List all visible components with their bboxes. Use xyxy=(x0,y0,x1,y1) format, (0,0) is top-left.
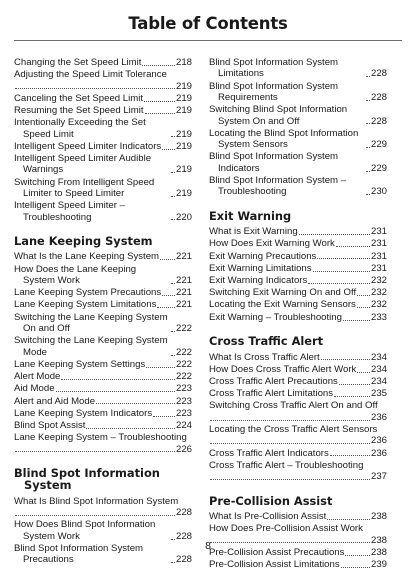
toc-entry-title: What Is Pre-Collision Assist xyxy=(209,510,327,522)
toc-entry-page: 221 xyxy=(175,251,192,263)
toc-entry[interactable] xyxy=(14,383,192,394)
leader-dots xyxy=(210,420,370,421)
toc-entry-page: 232 xyxy=(370,299,387,311)
leader-dots xyxy=(317,258,370,259)
toc-entry-page: 222 xyxy=(175,371,192,383)
toc-entry[interactable] xyxy=(209,81,387,104)
toc-entry[interactable] xyxy=(209,57,387,80)
toc-entry[interactable] xyxy=(209,400,387,423)
toc-entry-title: Locating the Exit Warning Sensors xyxy=(209,299,356,311)
toc-entry[interactable] xyxy=(209,287,387,298)
leader-dots xyxy=(171,355,175,356)
toc-entry-title: Blind Spot Information System Precautions xyxy=(14,542,144,566)
leader-dots xyxy=(336,246,370,247)
page-title: Table of Contents xyxy=(128,14,288,33)
toc-entry-title: Aid Mode xyxy=(14,383,55,395)
toc-entry-title: Intentionally Exceeding the Set Speed Limit xyxy=(14,117,146,140)
toc-entry-page: 235 xyxy=(370,388,387,400)
toc-entry-page: 221 xyxy=(175,275,192,287)
toc-entry-page: 219 xyxy=(175,92,192,104)
leader-dots xyxy=(171,172,175,173)
toc-entry-title: Lane Keeping System Limitations xyxy=(14,299,157,311)
leader-dots xyxy=(345,555,370,556)
toc-entry-page: 231 xyxy=(370,238,387,250)
leader-dots xyxy=(321,359,370,360)
title-divider xyxy=(14,40,402,41)
toc-entry-page: 231 xyxy=(370,262,387,274)
leader-dots xyxy=(308,283,370,284)
section-heading xyxy=(209,210,387,222)
toc-entry-page: 223 xyxy=(175,395,192,407)
leader-line xyxy=(14,81,192,92)
toc-entry[interactable] xyxy=(14,335,192,358)
leader-dots xyxy=(157,307,175,308)
toc-entry-page: 219 xyxy=(175,140,192,152)
toc-entry-title: Cross Traffic Alert Indicators xyxy=(209,447,329,459)
leader-dots xyxy=(210,443,370,444)
toc-entry-page: 234 xyxy=(370,375,387,387)
toc-entry-title: Adjusting the Speed Limit Tolerance xyxy=(14,69,167,81)
leader-dots xyxy=(313,271,370,272)
toc-entry-page: 236 xyxy=(370,411,387,423)
leader-dots xyxy=(146,367,175,368)
toc-entry-page: 219 xyxy=(175,164,192,176)
toc-entry[interactable] xyxy=(14,287,192,298)
toc-entry-page: 236 xyxy=(370,435,387,447)
toc-entry-page: 228 xyxy=(175,554,192,566)
leader-dots xyxy=(366,100,370,101)
toc-entry-page: 228 xyxy=(175,507,192,519)
leader-dots xyxy=(142,65,175,66)
toc-entry-page: 228 xyxy=(370,68,387,80)
section-heading-text: Cross Traffic Alert xyxy=(209,334,324,349)
toc-entry-title: How Does Blind Spot Information System Work xyxy=(14,519,156,542)
toc-entry-title: Blind Spot Information System Requirements xyxy=(209,80,339,104)
toc-entry-page: 236 xyxy=(370,447,387,459)
toc-entry-title: Changing the Set Speed Limit xyxy=(14,57,142,68)
toc-entry-page: 221 xyxy=(175,299,192,311)
toc-entry-page: 220 xyxy=(175,211,192,223)
toc-entry[interactable] xyxy=(14,312,192,335)
toc-entry-title: Intelligent Speed Limiter Audible Warnings xyxy=(14,153,152,176)
toc-entry[interactable] xyxy=(209,238,387,249)
page-number: 8 xyxy=(205,540,211,552)
toc-entry-page: 223 xyxy=(175,383,192,395)
toc-entry-page: 226 xyxy=(175,443,192,455)
leader-dots xyxy=(357,307,370,308)
toc-entry[interactable] xyxy=(14,371,192,382)
leader-line xyxy=(209,471,387,482)
toc-entry-page: 222 xyxy=(175,346,192,358)
toc-entry-title: Switching Blind Spot Information System On and Off xyxy=(209,104,348,127)
leader-dots xyxy=(171,219,175,220)
toc-entry-page: 234 xyxy=(370,351,387,363)
toc-entry-title: Locating the Cross Traffic Alert Sensors xyxy=(209,423,378,435)
toc-entry-title: Resuming the Set Speed Limit xyxy=(14,105,144,117)
toc-entry-page: 238 xyxy=(370,534,387,546)
section-heading-text: Blind Spot Information xyxy=(14,465,160,480)
toc-entry-title: Blind Spot Information System Limitations xyxy=(209,57,339,80)
toc-entry-title: Cross Traffic Alert – Troubleshooting xyxy=(209,459,364,471)
toc-entry[interactable] xyxy=(14,153,192,176)
toc-entry-page: 229 xyxy=(370,139,387,151)
section-heading xyxy=(209,495,387,507)
toc-entry-title: Exit Warning Limitations xyxy=(209,262,312,274)
toc-entry[interactable] xyxy=(14,57,192,68)
leader-line xyxy=(14,507,192,518)
leader-dots xyxy=(299,234,370,235)
leader-dots xyxy=(160,259,175,260)
toc-entry-page: 239 xyxy=(370,558,387,570)
toc-entry[interactable] xyxy=(209,364,387,375)
toc-entry-page: 231 xyxy=(370,250,387,262)
toc-entry-page: 224 xyxy=(175,419,192,431)
section-heading-text: Pre-Collision Assist xyxy=(209,493,333,508)
toc-entry-title: How Does Pre-Collision Assist Work xyxy=(209,523,363,535)
section-heading-text: Exit Warning xyxy=(209,208,292,223)
toc-entry[interactable] xyxy=(14,359,192,370)
leader-dots xyxy=(162,295,175,296)
toc-entry-title: Exit Warning – Troubleshooting xyxy=(209,311,342,323)
toc-entry-page: 221 xyxy=(175,287,192,299)
leader-dots xyxy=(61,379,175,380)
toc-entry[interactable] xyxy=(209,104,387,127)
toc-entry-title: What Is Cross Traffic Alert xyxy=(209,351,320,363)
toc-entry-page: 219 xyxy=(175,188,192,200)
leader-dots xyxy=(339,384,370,385)
toc-entry[interactable] xyxy=(209,226,387,237)
section-heading-text: Lane Keeping System xyxy=(14,234,153,249)
leader-dots xyxy=(366,123,370,124)
toc-entry-title: Switching From Intelligent Speed Limiter to Speed Limiter xyxy=(14,176,155,200)
toc-entry-title: Intelligent Speed Limiter Indicators xyxy=(14,140,162,152)
toc-entry-title: Exit Warning Precautions xyxy=(209,250,317,262)
toc-entry-title: What is Exit Warning xyxy=(209,226,298,238)
section-heading-text: System xyxy=(24,478,72,493)
leader-dots xyxy=(15,451,175,452)
toc-entry[interactable] xyxy=(209,448,387,459)
toc-entry[interactable] xyxy=(14,69,192,92)
toc-entry-title: Lane Keeping System – Troubleshooting xyxy=(14,432,187,444)
leader-dots xyxy=(162,149,175,150)
toc-entry-title: Switching the Lane Keeping System Mode xyxy=(14,335,168,358)
toc-entry[interactable] xyxy=(209,312,387,323)
leader-dots xyxy=(357,372,370,373)
toc-entry-title: Locating the Blind Spot Information System Sensors xyxy=(209,127,359,151)
toc-entry-title: Switching Cross Traffic Alert On and Off xyxy=(209,400,378,412)
leader-dots xyxy=(15,88,175,89)
toc-entry[interactable] xyxy=(209,275,387,286)
toc-entry-title: Pre-Collision Assist Precautions xyxy=(209,546,345,558)
toc-entry[interactable] xyxy=(14,299,192,310)
toc-entry-title: What Is the Lane Keeping System xyxy=(14,251,160,263)
leader-dots xyxy=(334,396,370,397)
toc-entry-title: Lane Keeping System Settings xyxy=(14,358,146,370)
leader-dots xyxy=(341,567,370,568)
toc-entry-title: Alert Mode xyxy=(14,371,61,383)
leader-dots xyxy=(171,196,175,197)
leader-dots xyxy=(366,76,370,77)
toc-column-right xyxy=(209,57,387,571)
toc-entry[interactable] xyxy=(209,460,387,483)
toc-entry-page: 232 xyxy=(370,275,387,287)
leader-dots xyxy=(56,391,175,392)
toc-entry-title: What Is Blind Spot Information System xyxy=(14,495,179,507)
toc-entry[interactable] xyxy=(209,251,387,262)
toc-entry-title: Canceling the Set Speed Limit xyxy=(14,92,144,104)
leader-dots xyxy=(15,515,175,516)
toc-entry[interactable] xyxy=(209,388,387,399)
toc-entry-page: 228 xyxy=(370,115,387,127)
toc-entry[interactable] xyxy=(209,376,387,387)
toc-entry[interactable] xyxy=(14,200,192,223)
toc-entry-title: Blind Spot Information System – Troubleshooting xyxy=(209,175,347,198)
leader-dots xyxy=(86,428,175,429)
toc-entry[interactable] xyxy=(209,263,387,274)
toc-entry[interactable] xyxy=(14,432,192,455)
toc-entry-page: 234 xyxy=(370,363,387,375)
leader-dots xyxy=(366,194,370,195)
toc-entry[interactable] xyxy=(14,264,192,287)
leader-dots xyxy=(171,562,175,563)
toc-column-left xyxy=(14,57,192,567)
toc-entry-page: 219 xyxy=(175,80,192,92)
toc-entry-title: How Does Cross Traffic Alert Work xyxy=(209,363,357,375)
toc-entry-page: 229 xyxy=(370,162,387,174)
toc-entry[interactable] xyxy=(209,511,387,522)
toc-entry-title: Cross Traffic Alert Precautions xyxy=(209,375,338,387)
toc-entry-title: Switching Exit Warning On and Off xyxy=(209,287,357,299)
toc-entry-page: 238 xyxy=(370,510,387,522)
toc-entry-page: 222 xyxy=(175,358,192,370)
toc-entry[interactable] xyxy=(209,175,387,198)
toc-entry-page: 218 xyxy=(175,57,192,68)
toc-entry[interactable] xyxy=(14,251,192,262)
leader-dots xyxy=(171,136,175,137)
leader-line xyxy=(209,435,387,446)
toc-entry-page: 232 xyxy=(370,287,387,299)
toc-entry-title: Blind Spot Assist xyxy=(14,419,86,431)
toc-entry-title: Exit Warning Indicators xyxy=(209,275,308,287)
toc-entry[interactable] xyxy=(209,424,387,447)
toc-entry-title: Pre-Collision Assist Limitations xyxy=(209,558,340,570)
section-heading xyxy=(14,235,192,247)
leader-dots xyxy=(96,403,175,404)
toc-entry-title: How Does the Lane Keeping System Work xyxy=(14,263,137,287)
leader-dots xyxy=(327,519,370,520)
toc-entry[interactable] xyxy=(14,420,192,431)
toc-entry[interactable] xyxy=(209,299,387,310)
section-heading xyxy=(14,467,192,492)
leader-dots xyxy=(144,101,175,102)
toc-entry-page: 233 xyxy=(370,311,387,323)
leader-dots xyxy=(357,295,370,296)
leader-dots xyxy=(145,113,175,114)
leader-dots xyxy=(210,479,370,480)
toc-entry-page: 237 xyxy=(370,471,387,483)
toc-entry-page: 222 xyxy=(175,323,192,335)
toc-entry[interactable] xyxy=(14,141,192,152)
toc-entry[interactable] xyxy=(14,408,192,419)
toc-entry-page: 238 xyxy=(370,546,387,558)
leader-dots xyxy=(330,455,370,456)
toc-entry[interactable] xyxy=(209,151,387,174)
toc-entry-title: Lane Keeping System Indicators xyxy=(14,407,153,419)
leader-line xyxy=(14,444,192,455)
leader-line xyxy=(209,412,387,423)
toc-entry[interactable] xyxy=(209,352,387,363)
leader-dots xyxy=(343,320,370,321)
toc-entry-page: 228 xyxy=(175,530,192,542)
leader-dots xyxy=(171,283,175,284)
leader-dots xyxy=(366,147,370,148)
toc-entry[interactable] xyxy=(14,117,192,140)
toc-entry[interactable] xyxy=(209,559,387,570)
toc-entry-page: 223 xyxy=(175,407,192,419)
toc-entry-page: 228 xyxy=(370,92,387,104)
toc-entry[interactable] xyxy=(14,105,192,116)
toc-entry-title: How Does Exit Warning Work xyxy=(209,238,335,250)
toc-entry-title: Lane Keeping System Precautions xyxy=(14,287,162,299)
toc-entry-page: 231 xyxy=(370,226,387,238)
toc-entry[interactable] xyxy=(14,496,192,519)
toc-entry[interactable] xyxy=(209,128,387,151)
leader-dots xyxy=(153,416,175,417)
toc-entry-title: Cross Traffic Alert Limitations xyxy=(209,388,334,400)
toc-entry-title: Intelligent Speed Limiter – Troubleshooting xyxy=(14,200,125,223)
leader-dots xyxy=(171,331,175,332)
section-heading xyxy=(209,335,387,347)
toc-entry-title: Switching the Lane Keeping System On and Off xyxy=(14,311,168,335)
leader-dots xyxy=(366,171,370,172)
toc-entry-page: 219 xyxy=(175,128,192,140)
toc-entry[interactable] xyxy=(14,93,192,104)
toc-entry-title: Blind Spot Information System Indicators xyxy=(209,151,339,174)
toc-entry[interactable] xyxy=(14,519,192,542)
toc-entry[interactable] xyxy=(14,177,192,200)
toc-entry-page: 230 xyxy=(370,186,387,198)
toc-entry-page: 219 xyxy=(175,105,192,117)
toc-entry-title: Alert and Aid Mode xyxy=(14,395,96,407)
toc-entry[interactable] xyxy=(14,396,192,407)
